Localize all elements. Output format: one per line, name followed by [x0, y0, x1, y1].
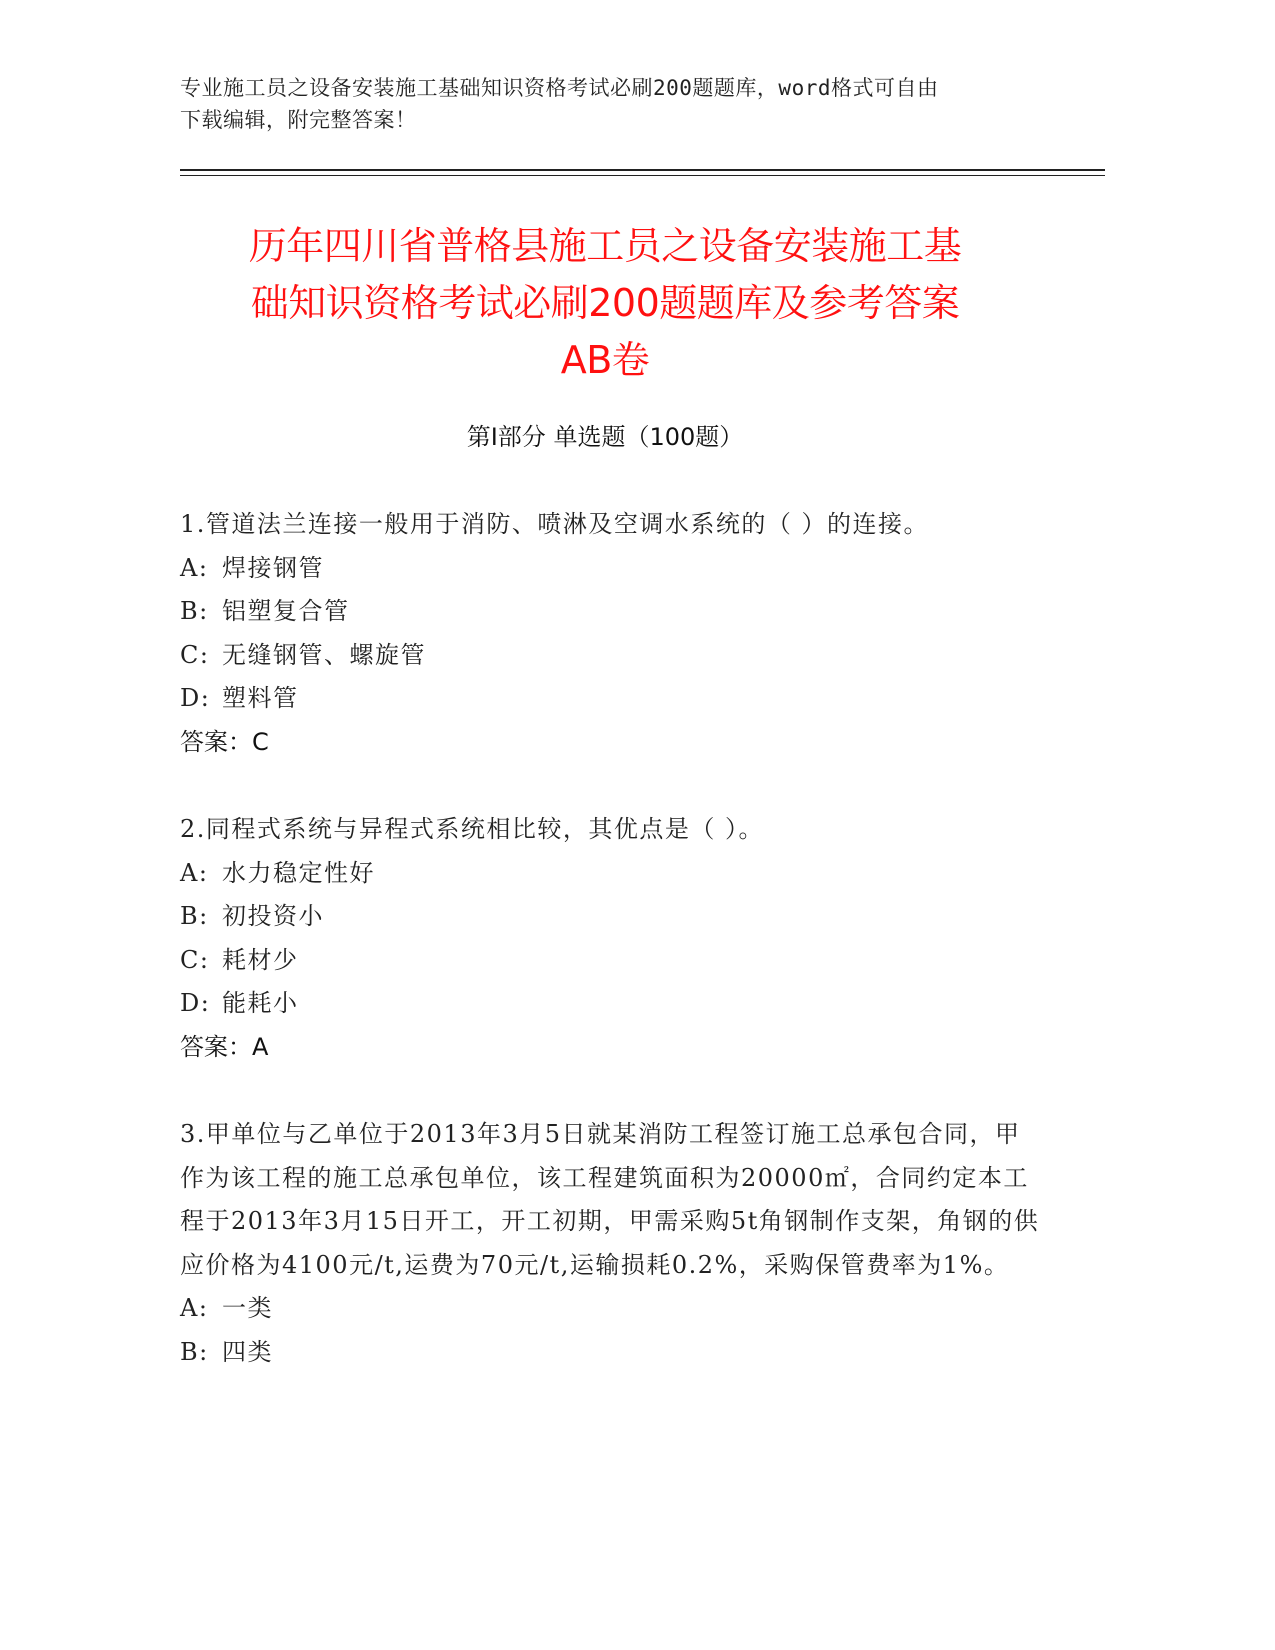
header-note — [180, 72, 1040, 136]
option-text: 水力稳定性好 — [222, 858, 375, 887]
option-letter: B: — [180, 1337, 209, 1366]
question-1 — [180, 503, 1040, 764]
answer: 答案：C — [180, 727, 269, 756]
option-text: 一类 — [222, 1294, 273, 1322]
section-title: 第Ⅰ部分 单选题（100题） — [466, 423, 744, 451]
option-text: 焊接钢管 — [222, 553, 324, 582]
option-b — [180, 1331, 1040, 1375]
option-text: 四类 — [222, 1337, 273, 1366]
option-letter: D: — [180, 684, 211, 712]
option-c — [180, 939, 1040, 983]
header-note-line-2: 下载编辑，附完整答案！ — [180, 108, 417, 132]
option-text: 铝塑复合管 — [222, 597, 350, 625]
header-rule-thin — [180, 175, 1105, 176]
document-title — [170, 218, 1040, 389]
option-d — [180, 982, 1040, 1026]
option-d — [180, 677, 1040, 721]
question-2 — [180, 808, 1040, 1069]
title-line-1: 历年四川省普格县施工员之设备安装施工基 — [248, 224, 962, 268]
option-text: 能耗小 — [222, 989, 299, 1017]
option-letter: C: — [180, 640, 210, 669]
option-letter: A: — [180, 1294, 209, 1322]
option-b — [180, 590, 1040, 634]
header-note-line-1: 专业施工员之设备安装施工基础知识资格考试必刷200题题库，word格式可自由 — [180, 76, 939, 100]
header-rule-thick — [180, 169, 1105, 171]
title-line-2: 础知识资格考试必刷200题题库及参考答案 — [250, 281, 960, 325]
option-letter: D: — [180, 989, 211, 1017]
question-text: 3.甲单位与乙单位于2013年3月5日就某消防工程签订施工总承包合同，甲作为该工程的施工总承包单位，该工程建筑面积为20000㎡，合同约定本工程于2013年3月15日开工，开工初期，甲需采购5t角钢制作支架，角钢的供应价格为4100元/t,运费为70元/t,运输损耗0.2%，采购保管费率为1%。 — [180, 1120, 1040, 1279]
option-text: 初投资小 — [222, 902, 324, 930]
option-c — [180, 634, 1040, 678]
question-text: 1.管道法兰连接一般用于消防、喷淋及空调水系统的（ ）的连接。 — [180, 510, 930, 538]
option-letter: A: — [180, 858, 209, 887]
option-letter: B: — [180, 902, 209, 930]
title-line-3: AB卷 — [560, 338, 650, 382]
option-text: 无缝钢管、螺旋管 — [222, 640, 426, 669]
option-letter: C: — [180, 945, 210, 974]
question-3 — [180, 1113, 1040, 1374]
option-a — [180, 1287, 1040, 1331]
option-text: 塑料管 — [222, 684, 299, 712]
option-a — [180, 852, 1040, 896]
answer: 答案：A — [180, 1032, 269, 1061]
question-text: 2.同程式系统与异程式系统相比较，其优点是（ ）。 — [180, 815, 765, 843]
option-b — [180, 895, 1040, 939]
option-a — [180, 547, 1040, 591]
option-text: 耗材少 — [222, 945, 299, 974]
option-letter: A: — [180, 553, 209, 582]
option-letter: B: — [180, 597, 209, 625]
